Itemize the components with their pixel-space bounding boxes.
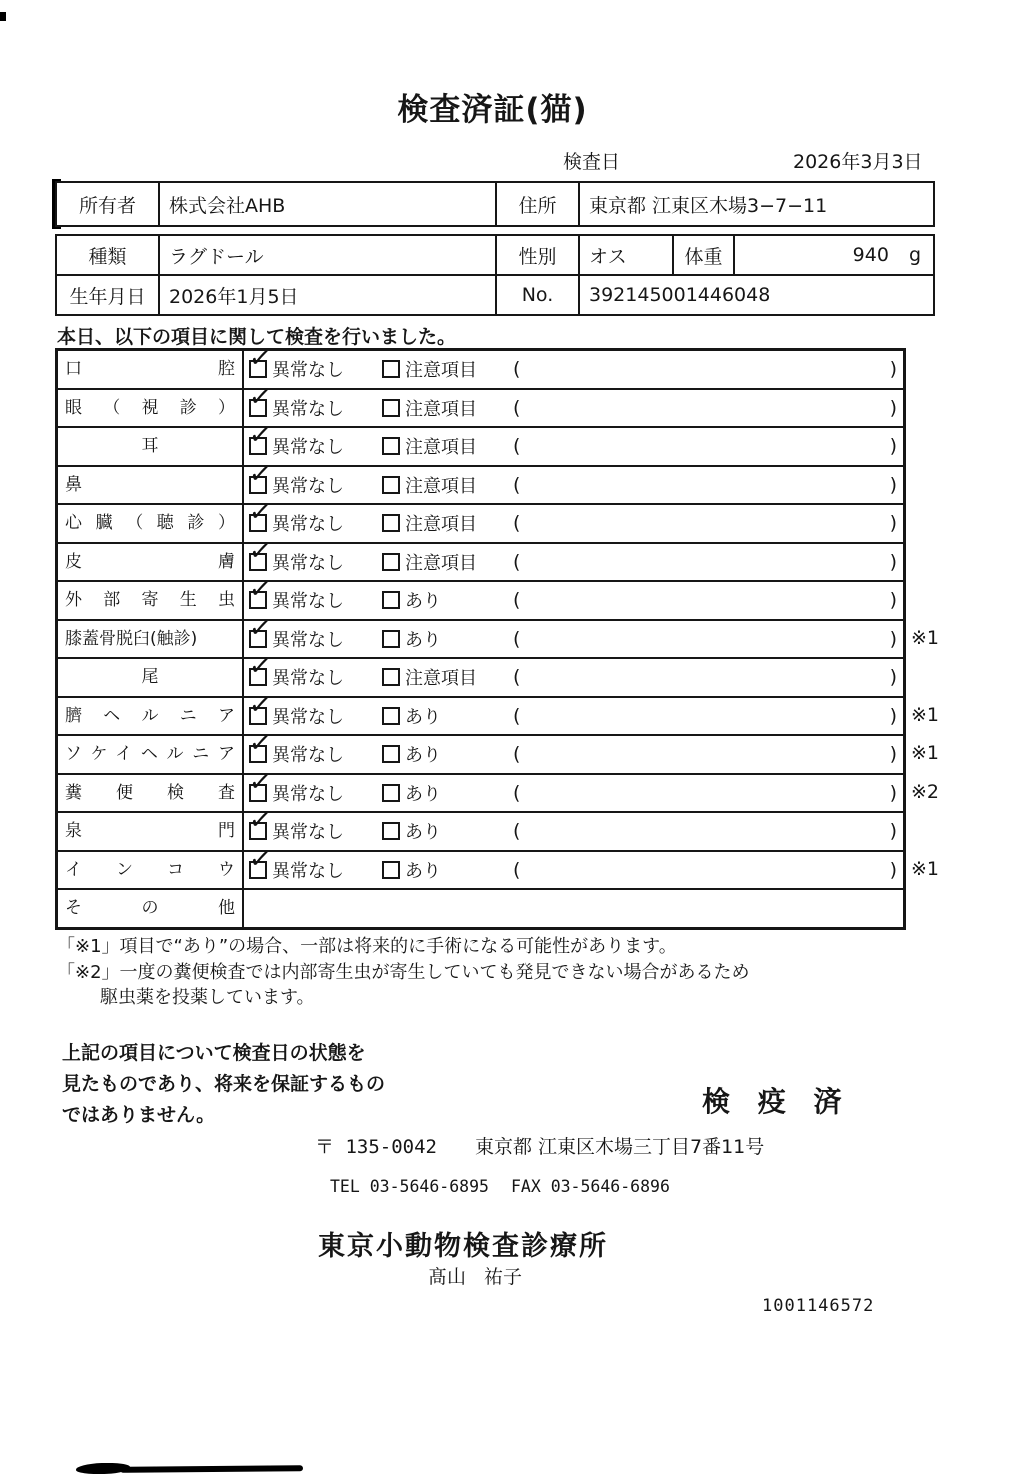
inspection-row	[58, 342, 903, 390]
inspection-item-label: 口腔	[58, 351, 244, 388]
paren-open: (	[513, 704, 521, 727]
checkbox-icon	[247, 342, 274, 378]
result-alt-label: あり	[405, 591, 441, 613]
inspection-row	[58, 727, 940, 775]
result-option-alt	[382, 741, 513, 767]
notes-field	[513, 358, 903, 380]
inspection-row	[58, 573, 903, 621]
disclaimer-line-3: ではありません。	[62, 1104, 216, 1126]
paren-open: (	[513, 512, 521, 535]
checkbox-icon	[382, 591, 400, 609]
result-option-alt	[382, 433, 513, 459]
result-option-alt	[382, 703, 513, 729]
result-ok-label: 異常なし	[272, 475, 344, 497]
notes-field	[513, 397, 903, 419]
paren-close: )	[889, 858, 897, 881]
check-mark-icon: ✓	[247, 611, 274, 645]
check-mark-icon: ✓	[247, 342, 274, 376]
result-option-ok	[247, 573, 382, 613]
inspection-item-label: 外部寄生虫	[58, 582, 244, 619]
inspection-item-label: 鼻	[58, 467, 244, 504]
weight-label: 体重	[674, 236, 735, 274]
inspection-date-label: 検査日	[563, 151, 621, 173]
inspection-row	[58, 380, 903, 429]
no-label: No.	[497, 276, 580, 314]
result-option-ok	[247, 842, 382, 883]
checkbox-icon	[247, 380, 274, 417]
check-mark-icon: ✓	[247, 380, 274, 414]
notes-field	[513, 782, 903, 804]
checkbox-icon	[382, 707, 400, 725]
checkbox-icon	[247, 573, 274, 609]
paren-close: )	[889, 820, 897, 843]
inspection-row	[58, 611, 940, 660]
inspection-item-label: 皮膚	[58, 544, 244, 581]
inspection-item-label: インコウ	[58, 852, 244, 889]
animal-row-2	[57, 276, 933, 314]
notes-field	[513, 628, 903, 650]
notes-field	[513, 512, 903, 534]
inspection-row	[58, 765, 940, 814]
check-mark-icon: ✓	[247, 765, 274, 799]
result-option-ok	[247, 380, 382, 421]
result-ok-label: 異常なし	[272, 437, 344, 459]
result-option-ok	[247, 611, 382, 652]
paren-open: (	[513, 396, 521, 419]
paren-close: )	[889, 781, 897, 804]
notes-field	[513, 743, 903, 765]
paren-close: )	[889, 589, 897, 612]
animal-row-1	[57, 236, 933, 276]
paren-close: )	[889, 627, 897, 650]
result-ok-label: 異常なし	[272, 706, 344, 728]
result-ok-label: 異常なし	[272, 860, 344, 882]
paren-open: (	[513, 435, 521, 458]
notes-field	[513, 859, 903, 881]
scan-artifact	[120, 1465, 303, 1473]
result-option-ok	[247, 804, 382, 844]
checkbox-icon	[247, 534, 274, 571]
check-mark-icon: ✓	[247, 727, 274, 761]
result-ok-label: 異常なし	[272, 668, 344, 690]
result-option-ok	[247, 457, 382, 498]
paren-close: )	[889, 666, 897, 689]
veterinarian-name: 髙山 祐子	[428, 1266, 523, 1288]
weight-value: 940	[852, 244, 889, 266]
paren-open: (	[513, 589, 521, 612]
scan-artifact	[0, 12, 6, 21]
owner-address-label: 住所	[497, 183, 580, 225]
notes-field	[513, 705, 903, 727]
notes-field	[513, 435, 903, 457]
owner-address-value: 東京都 江東区木場3−7−11	[589, 194, 828, 217]
result-alt-label: あり	[405, 783, 441, 805]
paren-open: (	[513, 781, 521, 804]
result-option-alt	[382, 395, 513, 421]
checkbox-icon	[247, 650, 274, 686]
result-option-alt	[382, 356, 513, 382]
paren-open: (	[513, 820, 521, 843]
clinic-contact-row	[330, 1177, 670, 1196]
paren-close: )	[889, 743, 897, 766]
weight-unit: g	[908, 244, 921, 266]
checkbox-icon	[247, 457, 274, 494]
result-option-ok	[247, 688, 382, 729]
result-alt-label: 注意項目	[405, 437, 477, 459]
result-ok-label: 異常なし	[272, 514, 344, 536]
notes-field	[513, 474, 903, 496]
checkbox-icon	[247, 765, 274, 802]
result-option-ok	[247, 727, 382, 767]
checkbox-icon	[247, 496, 274, 532]
inspection-item-label: 臍ヘルニア	[58, 698, 244, 735]
result-option-alt	[382, 818, 513, 844]
paren-close: )	[889, 704, 897, 727]
inspection-item-label: 眼（視診）	[58, 390, 244, 427]
inspection-row	[58, 842, 940, 891]
quarantine-stamp: 検 疫 済	[702, 1085, 851, 1118]
checkbox-icon	[382, 514, 400, 532]
paren-close: )	[889, 396, 897, 419]
footnote-mark: ※1	[911, 857, 940, 880]
checkbox-icon	[247, 727, 274, 763]
paren-open: (	[513, 358, 521, 381]
checkbox-icon	[382, 630, 400, 648]
inspection-item-label: 耳	[58, 428, 244, 465]
inspection-row	[58, 804, 903, 852]
result-ok-label: 異常なし	[272, 552, 344, 574]
checkbox-icon	[382, 822, 400, 840]
footnote-2: 「※2」一度の糞便検査では内部寄生虫が寄生していても発見できない場合があるため	[57, 962, 750, 983]
sex-label: 性別	[497, 236, 580, 274]
paren-open: (	[513, 627, 521, 650]
checkbox-icon	[247, 804, 274, 840]
page-title: 検査済証(猫)	[397, 92, 588, 128]
inspection-row	[58, 890, 903, 927]
paren-close: )	[889, 435, 897, 458]
checkbox-icon	[382, 476, 400, 494]
footnote-mark: ※1	[911, 742, 940, 764]
result-option-ok	[247, 496, 382, 536]
result-alt-label: 注意項目	[405, 514, 477, 536]
paren-close: )	[889, 512, 897, 535]
result-option-ok	[247, 765, 382, 806]
result-alt-label: あり	[405, 822, 441, 844]
paren-close: )	[889, 550, 897, 573]
clinic-fax: FAX 03-5646-6896	[510, 1177, 670, 1196]
inspection-item-label: その他	[58, 890, 244, 927]
result-ok-label: 異常なし	[272, 398, 344, 420]
inspection-date-value: 2026年3月3日	[793, 151, 923, 173]
check-mark-icon: ✓	[247, 650, 274, 684]
certificate-number: 1001146572	[762, 1296, 875, 1316]
notes-field	[513, 820, 903, 842]
disclaimer-line-2: 見たものであり、将来を保証するもの	[62, 1073, 386, 1095]
checkbox-icon	[382, 861, 400, 879]
checkbox-icon	[247, 419, 274, 455]
clinic-name: 東京小動物検査診療所	[318, 1231, 608, 1262]
footnote-mark: ※1	[911, 626, 940, 649]
checkbox-icon	[247, 688, 274, 725]
checkbox-icon	[382, 360, 400, 378]
notes-field	[513, 666, 903, 688]
check-mark-icon: ✓	[247, 688, 274, 722]
result-option-alt	[382, 626, 513, 652]
disclaimer	[62, 1038, 385, 1131]
clinic-address: 東京都 江東区木場三丁目7番11号	[474, 1136, 765, 1158]
checkbox-icon	[382, 784, 400, 802]
breed-label: 種類	[57, 236, 160, 274]
paren-close: )	[889, 473, 897, 496]
result-option-alt	[382, 857, 513, 883]
result-alt-label: あり	[405, 629, 441, 651]
checkbox-icon	[382, 668, 400, 686]
animal-table	[55, 234, 935, 316]
paren-close: )	[889, 358, 897, 381]
paren-open: (	[513, 666, 521, 689]
result-alt-label: 注意項目	[405, 668, 477, 690]
clinic-postal-code: 〒 135-0042	[315, 1136, 437, 1158]
result-alt-label: 注意項目	[405, 552, 477, 574]
owner-value: 株式会社AHB	[160, 183, 497, 225]
check-mark-icon: ✓	[247, 419, 274, 453]
inspection-table	[55, 342, 940, 930]
result-option-alt	[382, 780, 513, 806]
paren-open: (	[513, 550, 521, 573]
result-alt-label: あり	[405, 860, 441, 882]
inspection-item-label: 膝蓋骨脱臼(触診)	[58, 621, 244, 658]
result-option-alt	[382, 587, 513, 613]
result-ok-label: 異常なし	[272, 591, 344, 613]
footnote-1: 「※1」項目で“あり”の場合、一部は将来的に手術になる可能性があります。	[57, 936, 677, 957]
footnote-mark: ※2	[911, 780, 940, 803]
check-mark-icon: ✓	[247, 573, 274, 607]
inspection-row	[58, 534, 903, 583]
inspection-row	[58, 496, 903, 544]
check-mark-icon: ✓	[247, 457, 274, 491]
checkbox-icon	[382, 437, 400, 455]
result-option-ok	[247, 419, 382, 459]
inspection-item-label: 糞便検査	[58, 775, 244, 812]
paren-open: (	[513, 858, 521, 881]
inspection-row	[58, 457, 903, 506]
result-option-alt	[382, 510, 513, 536]
result-option-ok	[247, 534, 382, 575]
birthdate-label: 生年月日	[57, 276, 160, 314]
disclaimer-line-1: 上記の項目について検査日の状態を	[62, 1042, 366, 1064]
footnote-mark: ※1	[911, 703, 940, 726]
sex-value: オス	[580, 236, 674, 274]
check-mark-icon: ✓	[247, 804, 274, 838]
intro-text: 本日、以下の項目に関して検査を行いました。	[57, 326, 457, 348]
inspection-item-label: 尾	[58, 659, 244, 696]
weight-cell	[735, 236, 933, 274]
result-ok-label: 異常なし	[272, 360, 344, 382]
result-option-alt	[382, 549, 513, 575]
notes-field	[513, 589, 903, 611]
checkbox-icon	[247, 842, 274, 879]
result-alt-label: 注意項目	[405, 360, 477, 382]
result-ok-label: 異常なし	[272, 629, 344, 651]
result-option-alt	[382, 664, 513, 690]
owner-table	[55, 181, 935, 227]
breed-value: ラグドール	[160, 236, 497, 274]
checkbox-icon	[382, 399, 400, 417]
footnote-2-continued: 駆虫薬を投薬しています。	[100, 987, 315, 1008]
result-alt-label: あり	[405, 745, 441, 767]
inspection-item-label: 心臓（聴診）	[58, 505, 244, 542]
no-value: 392145001446048	[589, 284, 771, 306]
result-alt-label: 注意項目	[405, 475, 477, 497]
result-alt-label: 注意項目	[405, 398, 477, 420]
checkbox-icon	[247, 611, 274, 648]
result-ok-label: 異常なし	[272, 783, 344, 805]
result-alt-label: あり	[405, 706, 441, 728]
inspection-item-label: 泉門	[58, 813, 244, 850]
clinic-address-row	[315, 1132, 764, 1159]
result-ok-label: 異常なし	[272, 745, 344, 767]
paren-open: (	[513, 743, 521, 766]
check-mark-icon: ✓	[247, 534, 274, 568]
owner-label: 所有者	[57, 183, 160, 225]
inspection-row	[58, 688, 940, 737]
inspection-row	[58, 650, 903, 698]
result-option-ok	[247, 650, 382, 690]
result-option-ok	[247, 342, 382, 382]
inspection-item-label: ソケイヘルニア	[58, 736, 244, 773]
inspection-row	[58, 419, 903, 467]
other-empty-cell	[244, 890, 903, 927]
paren-open: (	[513, 473, 521, 496]
result-ok-label: 異常なし	[272, 822, 344, 844]
result-option-alt	[382, 472, 513, 498]
checkbox-icon	[382, 745, 400, 763]
birthdate-value: 2026年1月5日	[160, 276, 497, 314]
notes-field	[513, 551, 903, 573]
checkbox-icon	[382, 553, 400, 571]
check-mark-icon: ✓	[247, 842, 274, 876]
check-mark-icon: ✓	[247, 496, 274, 530]
clinic-tel: TEL 03-5646-6895	[330, 1177, 489, 1196]
